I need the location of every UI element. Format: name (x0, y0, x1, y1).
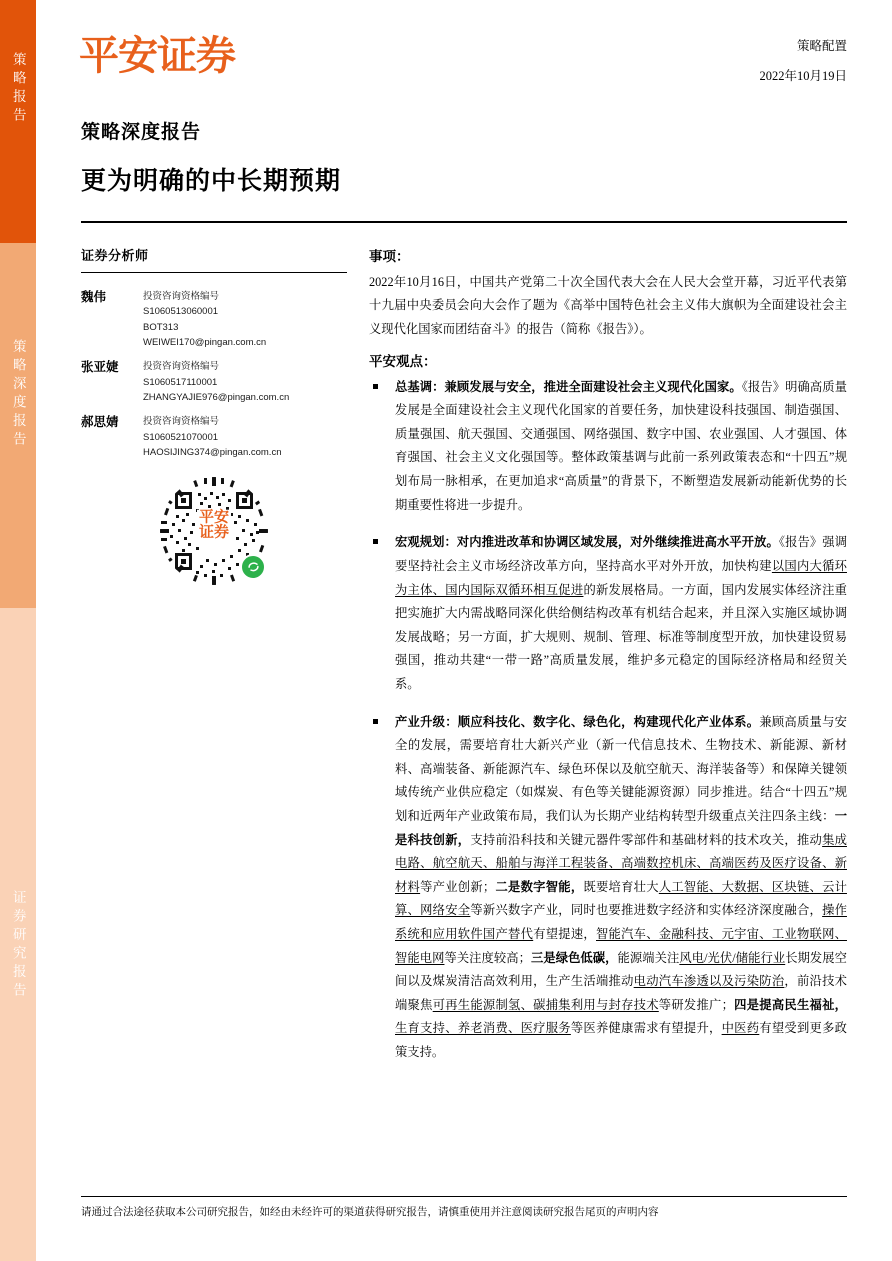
subline-1-underline: 集成电路、航空航天、船舶与海洋工程装备、高端数控机床、高端医药及医疗设备、新材料 (395, 832, 847, 894)
sidebar-band-securities-research-report (0, 608, 36, 1261)
subline-2-mid-2: 有望提速， (533, 927, 596, 942)
document-page (36, 0, 892, 1261)
analyst-license: S1060513060001 (143, 306, 219, 318)
subline-1-pre: 支持前沿科技和关键元器件零部件和基础材料的技术攻关，推动 (470, 832, 823, 847)
bullet-overall-tone (369, 376, 847, 518)
analyst-license: S1060521070001 (143, 431, 219, 443)
subline-4-lead: 四是提高民生福祉， (733, 997, 847, 1012)
analyst-entry (81, 289, 347, 351)
bullet-lead: 宏观规划：对内推进改革和协调区域发展，对外继续推进高水平开放。 (395, 535, 779, 550)
subline-4-post: 有望受到更多政策支持。 (395, 1021, 847, 1060)
analyst-name: 魏伟 (81, 289, 107, 304)
subline-3-underline: 风电/光伏/储能行业 (679, 950, 786, 965)
analyst-column (81, 245, 347, 1079)
report-category: 策略配置 (796, 39, 847, 53)
main-content-column (369, 245, 847, 1079)
subline-3-underline-2: 电动汽车渗透以及污染防治 (633, 974, 785, 989)
subline-4-underline-2: 中医药 (721, 1021, 760, 1036)
subline-2-underline: 人工智能、大数据、区块链、云计算、网络安全 (395, 879, 847, 918)
analyst-license: S1060517110001 (143, 376, 218, 388)
report-kind: 策略深度报告 (81, 122, 202, 143)
bullet-rest-post: 的新发展格局。一方面，国内发展实体经济注重把实施扩大内需战略同深化供给侧结构改革有机结合起来，并且深入实施区域协调发展战略；另一方面，扩大规则、规制、管理、标准等制度型开放，加快建设贸易强国，推动共建“一带一路”高质量发展，维护多元稳定的国际经济格局和经贸关系。 (395, 582, 847, 691)
report-date: 2022年10月19日 (759, 68, 847, 83)
bullet-body (395, 711, 847, 1065)
analyst-qualification-label: 投资咨询资格编号 (143, 290, 220, 302)
left-sidebar (0, 0, 36, 1261)
subline-2-underline-3: 智能汽车、金融科技、元宇宙、工业物联网、智能电网 (395, 927, 847, 965)
qr-center-logo (197, 510, 231, 543)
viewpoint-bullet-list (369, 376, 847, 1065)
subline-2-underline-2: 操作系统和应用软件国产替代 (395, 903, 847, 942)
bullet-marker-icon (373, 539, 378, 544)
analyst-qualification-label: 投资咨询资格编号 (143, 416, 220, 428)
qr-code-block (81, 475, 347, 587)
subline-3-lead: 三是绿色低碳， (530, 950, 618, 965)
title-block (36, 122, 892, 197)
subline-2-mid: 等新兴数字产业，同时也要推进数字经济和实体经济深度融合， (470, 903, 823, 918)
subline-3-mid: 长期发展空间以及煤炭清洁高效利用，生产生活端推动 (395, 950, 847, 989)
wechat-qr-code[interactable] (158, 475, 270, 587)
content-columns (36, 245, 892, 1079)
page-title: 更为明确的中长期预期 (81, 167, 342, 195)
qr-logo-line2: 证券 (198, 525, 230, 542)
viewpoint-heading: 平安观点： (369, 353, 437, 369)
subline-4-underline: 生育支持、养老消费、医疗服务 (395, 1021, 571, 1036)
subline-3-pre: 能源端关注 (617, 950, 680, 965)
bullet-marker-icon (373, 384, 378, 389)
bullet-body (395, 376, 847, 518)
subline-2-pre: 既要培育壮大 (583, 879, 659, 894)
bullet-rest: 《报告》明确高质量发展是全面建设社会主义现代化国家的首要任务，加快建设科技强国、制造强国、质量强国、航天强国、交通强国、网络强国、数字中国、农业强国、人才强国、体育强国、社会主义文化强国等。整体政策基调与此前一系列政策表态和“十四五”规划布局一脉相承，在更加追求“高质量”的背景下，不断塑造发展新动能新优势的长期重要性将进一步提升。 (395, 379, 847, 512)
subline-3-underline-3: 可再生能源制氢、碳捕集利用与封存技术 (432, 997, 659, 1012)
footer-disclaimer: 请通过合法途径获取本公司研究报告，如经由未经许可的渠道获得研究报告，请慎重使用并注意阅读研究报告尾页的声明内容 (81, 1207, 659, 1219)
subline-1-post: 等产业创新； (420, 879, 496, 894)
analyst-name: 郝思婧 (81, 415, 119, 430)
sidebar-band-label: 策略深度报告 (10, 339, 26, 450)
title-divider (81, 221, 847, 223)
analyst-qualification-label: 投资咨询资格编号 (143, 361, 220, 373)
analyst-email[interactable]: WEIWEI170@pingan.com.cn (143, 336, 267, 348)
bullet-underline-1: 以国内大循环为主体、国内国际双循环相互促进 (395, 558, 847, 597)
analyst-divider (81, 272, 347, 273)
bullet-rest-pre: 《报告》强调要坚持社会主义市场经济改革方向，坚持高水平对外开放，加快构建 (395, 535, 847, 573)
sidebar-band-strategy-deep-report (0, 243, 36, 608)
document-footer (81, 1196, 847, 1221)
qr-logo-line1: 平安 (198, 509, 230, 526)
bullet-marker-icon (373, 719, 378, 724)
footer-divider (81, 1196, 847, 1197)
analyst-email[interactable]: ZHANGYAJIE976@pingan.com.cn (143, 392, 290, 404)
subline-3-post: 等研发推广； (658, 997, 734, 1012)
document-header (36, 0, 892, 122)
bullet-macro-planning (369, 531, 847, 696)
pingan-securities-logo: 平安证券 (79, 33, 235, 78)
sidebar-band-label: 策略报告 (10, 52, 26, 126)
bullet-industrial-upgrade (369, 711, 847, 1065)
sidebar-band-strategy-report (0, 0, 36, 243)
bullet-rest: 兼顾高质量与安全的发展，需要培育壮大新兴产业（新一代信息技术、生物技术、新能源、新材料、高端装备、新能源汽车、绿色环保以及航空航天、海洋装备等）和保障关键领域传统产业供应稳定（如煤炭、有色等关键能源资源）同步推进。结合“十四五”规划和近两年产业政策布局，我们认为长期产业结构转型升级重点关注四条主线： (395, 714, 847, 823)
analyst-extra-code: BOT313 (143, 321, 179, 333)
bullet-body (395, 531, 847, 696)
header-meta (759, 40, 847, 84)
miniprogram-glyph (246, 559, 261, 574)
subline-1-lead: 一是科技创新， (395, 808, 847, 847)
bullet-lead: 总基调：兼顾发展与安全，推进全面建设社会主义现代化国家。 (395, 379, 742, 394)
analyst-details (143, 359, 347, 405)
subline-2-lead: 二是数字智能， (495, 879, 584, 894)
analyst-section-heading: 证券分析师 (81, 247, 149, 263)
analyst-entry (81, 359, 347, 405)
subline-4-mid: 等医养健康需求有望提升， (570, 1021, 722, 1036)
bullet-lead: 产业升级：顺应科技化、数字化、绿色化，构建现代化产业体系。 (395, 714, 760, 729)
subline-2-post: 等关注度较高； (444, 950, 531, 965)
analyst-details (143, 414, 347, 460)
event-heading: 事项： (369, 248, 410, 264)
analyst-email[interactable]: HAOSIJING374@pingan.com.cn (143, 447, 282, 459)
subline-3-mid-2: ，前沿技术端聚焦 (395, 974, 847, 1012)
wechat-miniprogram-icon (240, 554, 266, 580)
event-paragraph: 2022年10月16日，中国共产党第二十次全国代表大会在人民大会堂开幕，习近平代表第十九届中央委员会向大会作了题为《高举中国特色社会主义伟大旗帜为全面建设社会主义现代化国家而团结奋斗》的报告（简称《报告》）。 (369, 274, 847, 337)
sidebar-band-label: 证券研究报告 (10, 890, 26, 1001)
analyst-name: 张亚婕 (81, 360, 119, 375)
analyst-entry (81, 414, 347, 460)
analyst-details (143, 289, 347, 351)
